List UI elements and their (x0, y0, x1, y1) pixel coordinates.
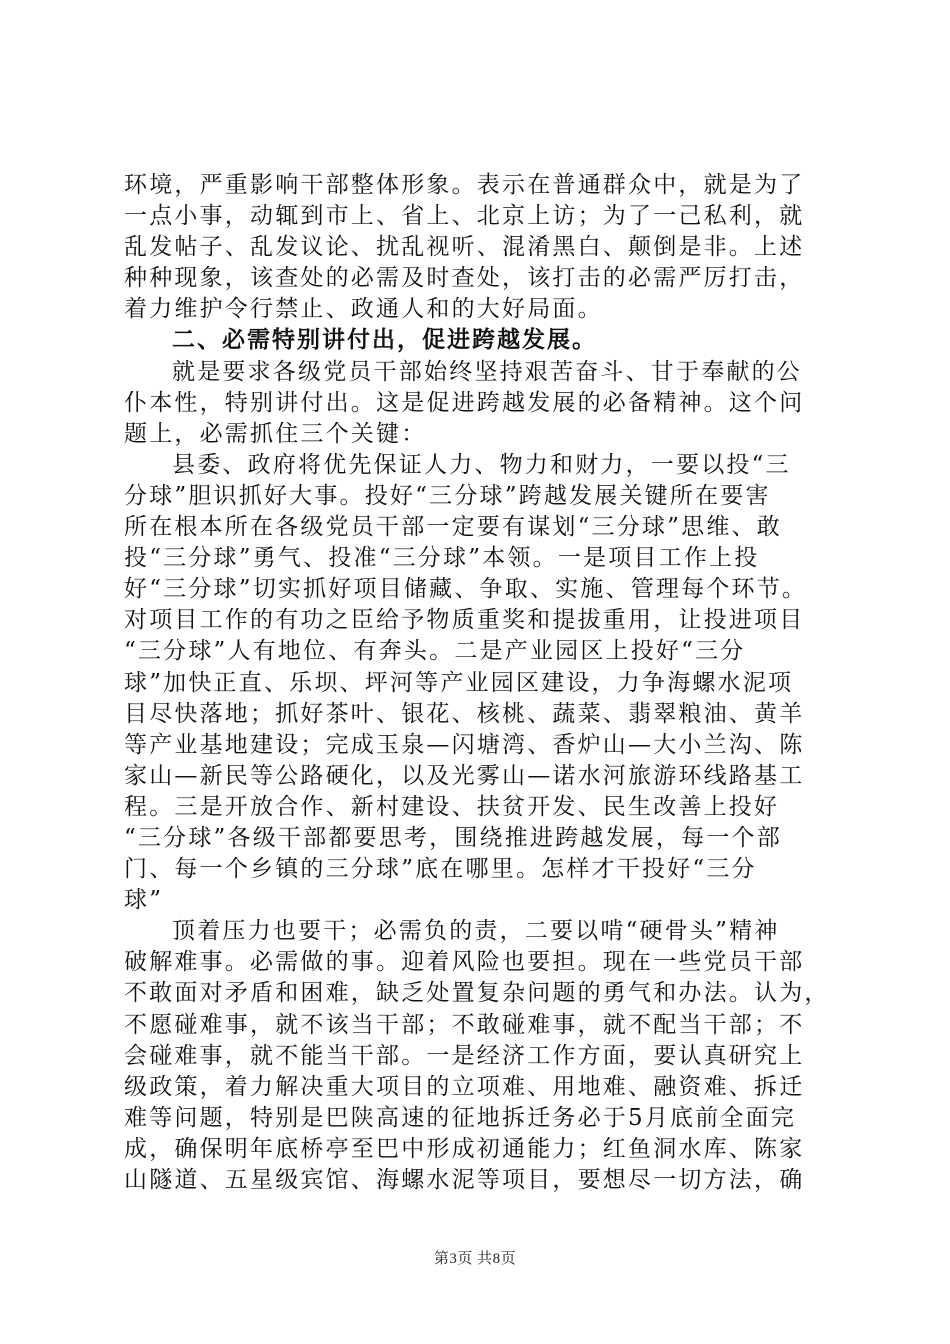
section-heading: 二、必需特别讲付出，促进跨越发展。 (172, 327, 597, 354)
text-line: 成，确保明年底桥亭至巴中形成初通能力；红鱼洞水库、陈家 (124, 1135, 805, 1162)
text-line: 对项目工作的有功之臣给予物质重奖和提拔重用，让投进项目 (124, 607, 805, 634)
text-line: 不愿碰难事，就不该当干部；不敢碰难事，就不配当干部；不 (124, 1011, 805, 1038)
text-line: 好“三分球”切实抓好项目储藏、争取、实施、管理每个环节。 (124, 576, 808, 603)
text-line: 仆本性，特别讲付出。这是促进跨越发展的必备精神。这个问 (124, 389, 805, 416)
text-line: 门、每一个乡镇的三分球”底在哪里。怎样才干投好“三分 (124, 856, 757, 883)
text-line: 环境，严重影响干部整体形象。表示在普通群众中，就是为了 (124, 172, 805, 198)
text-line: 程。三是开放合作、新村建设、扶贫开发、民生改善上投好 (124, 793, 780, 820)
body-text (124, 170, 844, 1196)
text-line: 目尽快落地；抓好茶叶、银花、核桃、蔬菜、翡翠粮油、黄羊 (124, 700, 805, 727)
text-line: “三分球”各级干部都要思考，围绕推进跨越发展，每一个部 (124, 824, 782, 851)
text-line: 顶着压力也要干；必需负的责，二要以啃“硬骨头”精神 (172, 918, 780, 945)
text-line: 等产业基地建设；完成玉泉—闪塘湾、香炉山—大小兰沟、陈 (124, 731, 805, 758)
text-line: 所在根本所在各级党员干部一定要有谋划“三分球”思维、敢 (124, 514, 782, 541)
text-line: 家山—新民等公路硬化，以及光雾山—诺水河旅游环线路基工 (124, 762, 805, 789)
text-line: 破解难事。必需做的事。迎着风险也要担。现在一些党员干部 (124, 949, 805, 976)
text-line: 不敢面对矛盾和困难，缺乏处置复杂问题的勇气和办法。认为， (124, 980, 830, 1007)
text-line: 难等问题，特别是巴陕高速的征地拆迁务必于5月底前全面完 (124, 1104, 797, 1131)
text-line: 会碰难事，就不能当干部。一是经济工作方面，要认真研究上 (124, 1042, 805, 1069)
text-line: 着力维护令行禁止、政通人和的大好局面。 (124, 296, 603, 323)
text-line: 山隧道、五星级宾馆、海螺水泥等项目，要想尽一切方法，确 (124, 1167, 805, 1193)
text-line: “三分球”人有地位、有奔头。二是产业园区上投好“三分 (124, 638, 746, 665)
text-line: 一点小事，动辄到市上、省上、北京上访；为了一己私利，就 (124, 203, 805, 230)
text-line: 题上，必需抓住三个关键： (124, 420, 427, 447)
text-line: 分球”胆识抓好大事。投好“三分球”跨越发展关键所在要害 (124, 482, 771, 509)
text-line: 球” (124, 887, 164, 914)
text-line: 县委、政府将优先保证人力、物力和财力，一要以投“三 (172, 451, 791, 478)
text-line: 投“三分球”勇气、投准“三分球”本领。一是项目工作上投 (124, 545, 760, 572)
text-line: 球”加快正直、乐坝、坪河等产业园区建设，力争海螺水泥项 (124, 669, 794, 696)
text-line: 就是要求各级党员干部始终坚持艰苦奋斗、甘于奉献的公 (172, 358, 802, 385)
page-footer: 第3页 共8页 (433, 1251, 517, 1267)
text-line: 乱发帖子、乱发议论、扰乱视听、混淆黑白、颠倒是非。上述 (124, 234, 805, 261)
text-line: 级政策，着力解决重大项目的立项难、用地难、融资难、拆迁 (124, 1073, 805, 1100)
text-line: 种种现象，该查处的必需及时查处，该打击的必需严厉打击， (124, 265, 805, 292)
